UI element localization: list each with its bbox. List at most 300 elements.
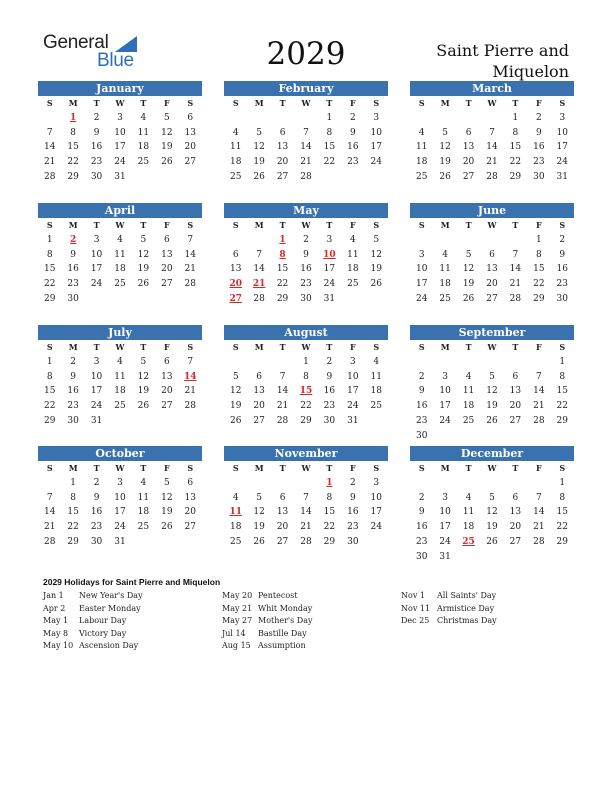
day-cell: 29 bbox=[276, 293, 289, 304]
day-cell: 4 bbox=[117, 356, 123, 367]
empty-day-cell bbox=[504, 355, 527, 370]
weekday-label: F bbox=[163, 342, 170, 352]
day-cell: 12 bbox=[486, 507, 498, 518]
holiday-day-cell: 15 bbox=[299, 386, 313, 397]
day-cell: 21 bbox=[300, 522, 312, 533]
empty-day-cell bbox=[410, 111, 433, 126]
weekday-label: F bbox=[163, 463, 170, 473]
weekday-header-row bbox=[410, 461, 574, 476]
day-cell: 20 bbox=[509, 522, 522, 533]
day-cell: 26 bbox=[161, 157, 173, 168]
holiday-date: May 10 bbox=[43, 641, 74, 651]
weekday-label: S bbox=[46, 463, 53, 473]
day-grid bbox=[38, 476, 202, 550]
day-cell: 17 bbox=[439, 401, 451, 412]
weekday-label: M bbox=[440, 463, 450, 473]
day-cell: 22 bbox=[276, 279, 289, 290]
day-cell: 18 bbox=[347, 264, 359, 275]
day-cell: 29 bbox=[43, 293, 56, 304]
day-grid bbox=[38, 233, 202, 307]
day-cell: 8 bbox=[46, 371, 53, 382]
empty-day-cell bbox=[527, 355, 550, 370]
country-title-line2: Miquelon bbox=[492, 62, 569, 81]
day-cell: 20 bbox=[462, 157, 475, 168]
day-cell: 18 bbox=[370, 386, 382, 397]
weekday-label: T bbox=[512, 98, 519, 108]
month-block bbox=[38, 81, 202, 185]
day-cell: 20 bbox=[184, 142, 196, 153]
holidays-title: 2029 Holidays for Saint Pierre and Miquelon bbox=[43, 577, 221, 587]
day-cell: 23 bbox=[67, 401, 79, 412]
day-cell: 28 bbox=[43, 536, 56, 547]
day-cell: 5 bbox=[140, 356, 147, 367]
weekday-label: T bbox=[279, 220, 286, 230]
day-cell: 10 bbox=[439, 386, 451, 397]
holiday-name: Easter Monday bbox=[79, 603, 141, 613]
weekday-label: T bbox=[140, 220, 147, 230]
day-cell: 22 bbox=[556, 522, 568, 533]
day-cell: 8 bbox=[303, 371, 309, 382]
day-cell: 11 bbox=[415, 142, 428, 153]
day-cell: 24 bbox=[323, 279, 336, 290]
holiday-name: Armistice Day bbox=[437, 603, 495, 613]
day-cell: 31 bbox=[347, 415, 359, 426]
weekday-label: S bbox=[187, 220, 194, 230]
day-cell: 1 bbox=[559, 477, 566, 488]
weekday-label: T bbox=[279, 342, 286, 352]
day-cell: 14 bbox=[300, 142, 312, 153]
day-cell: 12 bbox=[439, 142, 451, 153]
empty-day-cell bbox=[457, 355, 480, 370]
day-cell: 7 bbox=[46, 127, 53, 138]
day-cell: 9 bbox=[349, 492, 356, 503]
day-cell: 11 bbox=[137, 492, 150, 503]
day-cell: 2 bbox=[559, 234, 566, 245]
month-header: November bbox=[224, 446, 388, 461]
holiday-name: Mother's Day bbox=[258, 616, 313, 626]
weekday-label: W bbox=[487, 342, 497, 352]
day-cell: 29 bbox=[300, 415, 312, 426]
weekday-label: S bbox=[418, 220, 425, 230]
day-cell: 16 bbox=[347, 142, 359, 153]
day-cell: 14 bbox=[276, 386, 289, 397]
day-cell: 21 bbox=[509, 279, 522, 290]
weekday-label: T bbox=[465, 342, 472, 352]
day-cell: 17 bbox=[90, 386, 103, 397]
holiday-row bbox=[43, 590, 213, 603]
weekday-label: T bbox=[93, 463, 100, 473]
day-cell: 1 bbox=[70, 477, 76, 488]
day-cell: 7 bbox=[535, 371, 542, 382]
weekday-header-row bbox=[224, 218, 388, 233]
day-cell: 30 bbox=[67, 293, 79, 304]
day-cell: 21 bbox=[300, 157, 312, 168]
day-cell: 30 bbox=[533, 171, 545, 182]
day-cell: 28 bbox=[253, 293, 265, 304]
weekday-label: M bbox=[68, 342, 78, 352]
day-cell: 16 bbox=[67, 386, 79, 397]
weekday-label: T bbox=[140, 463, 147, 473]
day-cell: 4 bbox=[418, 127, 425, 138]
day-cell: 18 bbox=[229, 522, 242, 533]
empty-day-cell bbox=[247, 233, 270, 248]
day-cell: 2 bbox=[418, 371, 425, 382]
empty-day-cell bbox=[247, 355, 270, 370]
day-cell: 3 bbox=[326, 234, 333, 245]
empty-day-cell bbox=[433, 355, 456, 370]
holiday-day-cell: 1 bbox=[326, 477, 333, 488]
day-cell: 28 bbox=[486, 171, 498, 182]
day-cell: 13 bbox=[462, 142, 475, 153]
day-cell: 22 bbox=[43, 279, 56, 290]
weekday-label: W bbox=[487, 463, 497, 473]
day-cell: 8 bbox=[326, 127, 333, 138]
day-cell: 6 bbox=[512, 492, 519, 503]
weekday-header-row bbox=[38, 340, 202, 355]
empty-day-cell bbox=[480, 476, 503, 491]
holiday-date: Aug 15 bbox=[222, 641, 251, 651]
weekday-label: M bbox=[440, 220, 450, 230]
day-cell: 3 bbox=[93, 234, 100, 245]
day-cell: 28 bbox=[43, 171, 56, 182]
day-cell: 28 bbox=[300, 536, 312, 547]
day-cell: 30 bbox=[67, 415, 79, 426]
holiday-name: Assumption bbox=[258, 641, 306, 651]
day-cell: 6 bbox=[465, 127, 472, 138]
day-cell: 8 bbox=[70, 127, 76, 138]
holiday-date: May 27 bbox=[222, 616, 253, 626]
day-cell: 6 bbox=[187, 477, 194, 488]
day-cell: 8 bbox=[70, 492, 76, 503]
day-cell: 7 bbox=[187, 356, 194, 367]
day-cell: 12 bbox=[229, 386, 242, 397]
day-cell: 7 bbox=[535, 492, 542, 503]
month-block bbox=[224, 325, 388, 429]
day-cell: 10 bbox=[347, 371, 359, 382]
day-cell: 24 bbox=[439, 536, 451, 547]
day-cell: 3 bbox=[442, 492, 448, 503]
month-header: December bbox=[410, 446, 574, 461]
weekday-label: T bbox=[465, 220, 472, 230]
empty-day-cell bbox=[504, 233, 527, 248]
holiday-row bbox=[43, 640, 213, 653]
day-cell: 26 bbox=[370, 279, 382, 290]
day-cell: 30 bbox=[323, 415, 336, 426]
day-cell: 28 bbox=[533, 415, 545, 426]
day-cell: 17 bbox=[114, 507, 126, 518]
day-cell: 30 bbox=[556, 293, 568, 304]
day-cell: 14 bbox=[43, 507, 56, 518]
day-cell: 14 bbox=[300, 507, 312, 518]
weekday-label: M bbox=[254, 342, 264, 352]
weekday-label: S bbox=[373, 463, 380, 473]
day-cell: 25 bbox=[370, 401, 382, 412]
day-cell: 6 bbox=[279, 492, 286, 503]
day-cell: 2 bbox=[303, 234, 309, 245]
day-cell: 19 bbox=[229, 401, 242, 412]
day-cell: 5 bbox=[140, 234, 147, 245]
day-cell: 14 bbox=[43, 142, 56, 153]
day-cell: 20 bbox=[161, 264, 173, 275]
day-cell: 10 bbox=[439, 507, 451, 518]
holiday-day-cell: 1 bbox=[279, 234, 286, 245]
day-cell: 4 bbox=[465, 371, 472, 382]
empty-day-cell bbox=[433, 233, 456, 248]
day-cell: 19 bbox=[137, 264, 150, 275]
holiday-row bbox=[43, 628, 213, 641]
day-cell: 27 bbox=[276, 171, 289, 182]
empty-day-cell bbox=[294, 476, 317, 491]
day-cell: 23 bbox=[67, 279, 79, 290]
day-cell: 6 bbox=[187, 112, 194, 123]
day-cell: 16 bbox=[90, 507, 103, 518]
weekday-header-row bbox=[38, 218, 202, 233]
day-cell: 3 bbox=[373, 477, 380, 488]
month-header: September bbox=[410, 325, 574, 340]
day-cell: 4 bbox=[140, 477, 147, 488]
day-cell: 9 bbox=[326, 371, 333, 382]
day-cell: 24 bbox=[556, 157, 568, 168]
day-cell: 19 bbox=[161, 142, 173, 153]
day-cell: 26 bbox=[137, 401, 150, 412]
weekday-label: F bbox=[349, 342, 356, 352]
day-cell: 22 bbox=[323, 157, 336, 168]
month-header: August bbox=[224, 325, 388, 340]
weekday-label: T bbox=[512, 220, 519, 230]
weekday-label: T bbox=[512, 342, 519, 352]
day-cell: 23 bbox=[347, 522, 359, 533]
day-cell: 12 bbox=[486, 386, 498, 397]
empty-day-cell bbox=[457, 233, 480, 248]
empty-day-cell bbox=[38, 476, 61, 491]
day-cell: 9 bbox=[418, 386, 425, 397]
day-cell: 9 bbox=[303, 249, 309, 260]
day-cell: 18 bbox=[415, 157, 428, 168]
day-cell: 10 bbox=[370, 492, 382, 503]
day-cell: 18 bbox=[462, 522, 475, 533]
day-cell: 16 bbox=[300, 264, 312, 275]
day-cell: 15 bbox=[509, 142, 522, 153]
day-cell: 27 bbox=[486, 293, 498, 304]
day-cell: 30 bbox=[90, 536, 103, 547]
weekday-header-row bbox=[410, 218, 574, 233]
weekday-header-row bbox=[224, 96, 388, 111]
month-block bbox=[410, 203, 574, 307]
day-cell: 14 bbox=[509, 264, 522, 275]
holiday-name: New Year's Day bbox=[79, 591, 143, 600]
day-cell: 13 bbox=[229, 264, 242, 275]
day-cell: 22 bbox=[556, 401, 568, 412]
holiday-day-cell: 21 bbox=[252, 279, 266, 290]
holiday-date: Nov 1 bbox=[401, 591, 425, 600]
day-cell: 14 bbox=[533, 386, 545, 397]
weekday-label: S bbox=[373, 220, 380, 230]
day-cell: 26 bbox=[439, 171, 451, 182]
day-cell: 9 bbox=[418, 507, 425, 518]
holiday-day-cell: 1 bbox=[70, 112, 77, 123]
weekday-label: S bbox=[187, 98, 194, 108]
day-cell: 16 bbox=[415, 401, 428, 412]
day-cell: 15 bbox=[556, 386, 568, 397]
weekday-label: M bbox=[68, 220, 78, 230]
holiday-column bbox=[401, 590, 571, 628]
holiday-date: May 1 bbox=[43, 616, 69, 626]
day-cell: 17 bbox=[114, 142, 126, 153]
day-cell: 7 bbox=[303, 127, 309, 138]
day-grid bbox=[410, 233, 574, 307]
day-cell: 17 bbox=[556, 142, 568, 153]
day-cell: 27 bbox=[509, 536, 522, 547]
weekday-label: S bbox=[373, 342, 380, 352]
day-cell: 10 bbox=[556, 127, 568, 138]
weekday-label: S bbox=[232, 463, 239, 473]
day-cell: 5 bbox=[373, 234, 380, 245]
day-cell: 19 bbox=[486, 401, 498, 412]
holiday-name: Victory Day bbox=[79, 628, 127, 638]
day-cell: 21 bbox=[43, 522, 56, 533]
day-cell: 25 bbox=[114, 401, 126, 412]
day-grid bbox=[410, 476, 574, 565]
day-cell: 9 bbox=[349, 127, 356, 138]
day-cell: 19 bbox=[253, 157, 265, 168]
weekday-label: T bbox=[279, 98, 286, 108]
day-cell: 2 bbox=[349, 112, 356, 123]
weekday-label: W bbox=[115, 463, 125, 473]
day-cell: 1 bbox=[303, 356, 309, 367]
day-cell: 7 bbox=[46, 492, 53, 503]
day-grid bbox=[224, 233, 388, 307]
weekday-label: W bbox=[115, 342, 125, 352]
day-cell: 25 bbox=[415, 171, 428, 182]
weekday-label: M bbox=[68, 463, 78, 473]
day-cell: 26 bbox=[137, 279, 150, 290]
day-cell: 16 bbox=[323, 386, 336, 397]
day-cell: 22 bbox=[323, 522, 336, 533]
day-cell: 2 bbox=[93, 477, 100, 488]
month-header: February bbox=[224, 81, 388, 96]
day-cell: 19 bbox=[462, 279, 475, 290]
weekday-header-row bbox=[38, 96, 202, 111]
day-cell: 31 bbox=[114, 171, 126, 182]
day-cell: 16 bbox=[90, 142, 103, 153]
day-cell: 22 bbox=[533, 279, 545, 290]
day-cell: 23 bbox=[300, 279, 312, 290]
holiday-day-cell: 10 bbox=[323, 249, 336, 260]
day-cell: 31 bbox=[90, 415, 103, 426]
weekday-label: F bbox=[349, 463, 356, 473]
empty-day-cell bbox=[410, 355, 433, 370]
day-cell: 17 bbox=[90, 264, 103, 275]
day-cell: 24 bbox=[114, 522, 126, 533]
day-cell: 31 bbox=[114, 536, 126, 547]
day-cell: 7 bbox=[512, 249, 519, 260]
weekday-label: M bbox=[440, 98, 450, 108]
day-cell: 28 bbox=[276, 415, 289, 426]
day-cell: 4 bbox=[232, 492, 239, 503]
day-cell: 25 bbox=[137, 157, 150, 168]
day-cell: 13 bbox=[509, 507, 522, 518]
day-cell: 12 bbox=[253, 142, 265, 153]
month-block bbox=[38, 203, 202, 307]
day-cell: 23 bbox=[415, 536, 428, 547]
day-cell: 17 bbox=[347, 386, 359, 397]
day-cell: 19 bbox=[253, 522, 265, 533]
empty-day-cell bbox=[294, 111, 317, 126]
calendar-year: 2029 bbox=[266, 36, 346, 72]
weekday-label: S bbox=[418, 463, 425, 473]
weekday-label: T bbox=[465, 463, 472, 473]
day-cell: 13 bbox=[486, 264, 498, 275]
day-cell: 18 bbox=[462, 401, 475, 412]
day-cell: 10 bbox=[370, 127, 382, 138]
day-cell: 13 bbox=[184, 127, 196, 138]
holiday-day-cell: 14 bbox=[183, 371, 197, 382]
day-cell: 8 bbox=[326, 492, 333, 503]
month-block bbox=[410, 325, 574, 444]
holiday-day-cell: 20 bbox=[229, 279, 242, 290]
day-cell: 9 bbox=[559, 249, 566, 260]
day-cell: 9 bbox=[93, 127, 100, 138]
weekday-label: T bbox=[93, 342, 100, 352]
day-cell: 27 bbox=[276, 536, 289, 547]
day-cell: 15 bbox=[323, 142, 336, 153]
holiday-row bbox=[43, 615, 213, 628]
day-cell: 30 bbox=[415, 430, 428, 441]
day-cell: 15 bbox=[67, 507, 79, 518]
day-cell: 3 bbox=[373, 112, 380, 123]
day-cell: 26 bbox=[253, 171, 265, 182]
weekday-label: W bbox=[115, 98, 125, 108]
weekday-header-row bbox=[224, 461, 388, 476]
day-cell: 10 bbox=[90, 249, 103, 260]
weekday-label: W bbox=[487, 98, 497, 108]
day-cell: 30 bbox=[347, 536, 359, 547]
day-cell: 3 bbox=[117, 477, 123, 488]
weekday-header-row bbox=[38, 461, 202, 476]
weekday-label: M bbox=[254, 463, 264, 473]
empty-day-cell bbox=[457, 476, 480, 491]
day-cell: 23 bbox=[533, 157, 545, 168]
day-cell: 1 bbox=[46, 234, 53, 245]
weekday-label: S bbox=[187, 463, 194, 473]
day-grid bbox=[38, 355, 202, 429]
day-cell: 23 bbox=[556, 279, 568, 290]
day-cell: 12 bbox=[161, 492, 173, 503]
holiday-row bbox=[401, 590, 571, 603]
day-cell: 27 bbox=[161, 401, 173, 412]
day-cell: 14 bbox=[184, 249, 196, 260]
weekday-label: T bbox=[512, 463, 519, 473]
day-cell: 26 bbox=[486, 536, 498, 547]
day-cell: 29 bbox=[67, 171, 79, 182]
weekday-header-row bbox=[410, 340, 574, 355]
weekday-label: F bbox=[163, 220, 170, 230]
day-cell: 18 bbox=[439, 279, 451, 290]
day-cell: 12 bbox=[137, 371, 150, 382]
day-cell: 26 bbox=[462, 293, 475, 304]
day-cell: 5 bbox=[163, 477, 170, 488]
weekday-label: S bbox=[232, 220, 239, 230]
day-cell: 19 bbox=[486, 522, 498, 533]
day-cell: 31 bbox=[323, 293, 336, 304]
holiday-date: May 21 bbox=[222, 603, 253, 613]
day-cell: 27 bbox=[509, 415, 522, 426]
day-cell: 6 bbox=[232, 249, 239, 260]
holiday-date: May 8 bbox=[43, 628, 69, 638]
weekday-label: F bbox=[163, 98, 170, 108]
day-cell: 23 bbox=[90, 157, 103, 168]
day-cell: 18 bbox=[137, 507, 150, 518]
